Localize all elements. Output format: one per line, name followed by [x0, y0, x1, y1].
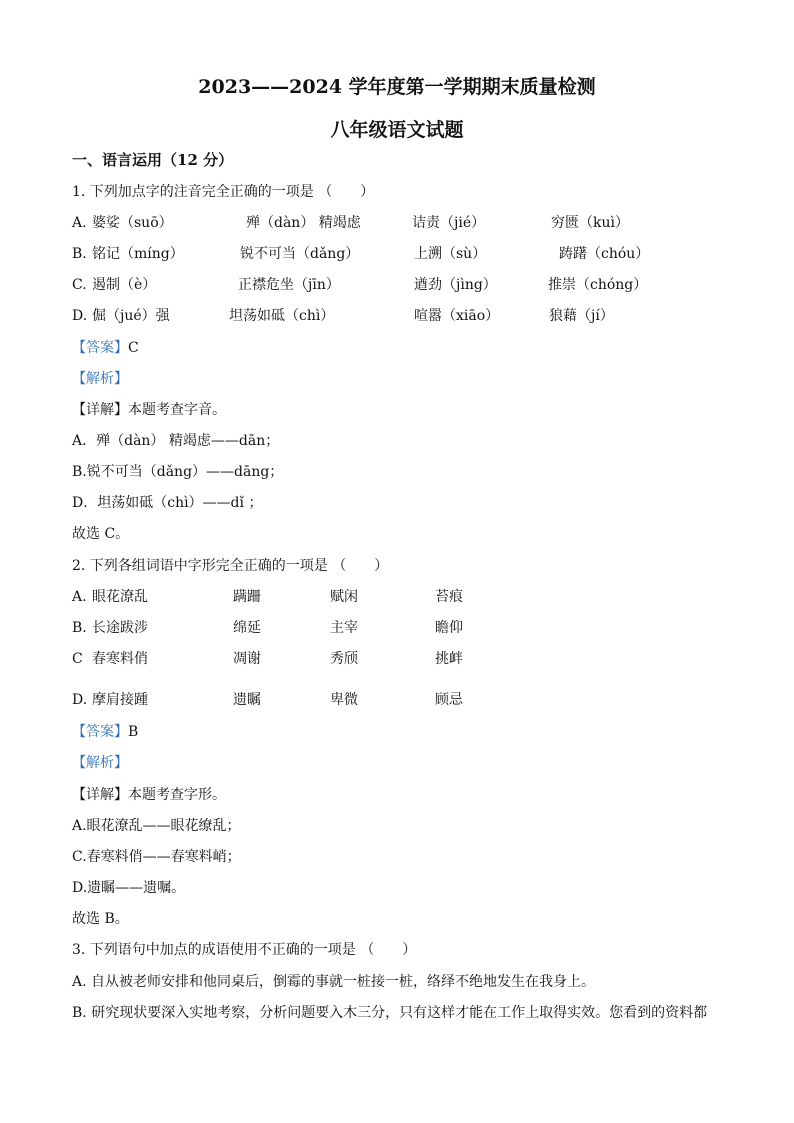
question-1-stem: 1. 下列加点字的注音完全正确的一项是 （ ） [72, 184, 375, 200]
option-item: 铭记（míng） [92, 246, 184, 262]
option-item: 穷匮（kuì） [551, 215, 629, 231]
option-item: 锐不可当（dǎng） [240, 246, 360, 262]
option-item: 赋闲 [330, 589, 358, 605]
option-label: D. [72, 692, 88, 708]
option-item: 推崇（chóng） [548, 277, 648, 293]
option-item: 蹒跚 [233, 589, 261, 605]
document-title: 2023——2024 学年度第一学期期末质量检测 [198, 76, 596, 98]
option-item: 狼藉（jí） [549, 308, 614, 324]
question-2-detail-line: D.遗瞩——遗嘱。 [72, 880, 186, 896]
question-3-stem: 3. 下列语句中加点的成语使用不正确的一项是 （ ） [72, 942, 417, 958]
option-item: 凋谢 [233, 651, 261, 667]
question-3-option-a: A. 自从被老师安排和他同桌后，倒霉的事就一桩接一桩，络绎不绝地发生在我身上。 [72, 974, 596, 990]
option-item: 坦荡如砥（chì） [229, 308, 335, 324]
option-item: 瞻仰 [435, 620, 463, 636]
option-item: 顾忌 [435, 692, 463, 708]
option-item: 殚（dàn） 精竭虑 [246, 215, 361, 231]
document-subtitle: 八年级语文试题 [330, 119, 464, 141]
option-item: 踌躇（chóu） [559, 246, 650, 262]
option-item: 长途跋涉 [92, 620, 148, 636]
option-label: C [72, 651, 83, 667]
option-item: 遏制（è） [92, 277, 157, 293]
option-label: C. [72, 277, 87, 293]
option-item: 秀颀 [330, 651, 358, 667]
question-2-detail-line: C.春寒料俏——春寒料峭； [72, 849, 241, 865]
option-item: 遗瞩 [233, 692, 261, 708]
question-1-answer [72, 338, 139, 358]
option-item: 诘责（jié） [412, 215, 486, 231]
question-2-detail-line: A.眼花潦乱——眼花缭乱； [72, 818, 241, 834]
question-2-stem: 2. 下列各组词语中字形完全正确的一项是 （ ） [72, 558, 389, 574]
option-label: A. [72, 215, 87, 231]
answer-value: B [128, 724, 139, 740]
option-item: 绵延 [233, 620, 261, 636]
option-label: B. [72, 620, 87, 636]
option-label: A. [72, 589, 87, 605]
option-item: 倔（jué）强 [92, 308, 170, 324]
section-heading: 一、语言运用（12 分） [72, 151, 234, 169]
answer-tag: 【答案】 [72, 340, 128, 356]
answer-value: C [128, 340, 139, 356]
question-3-option-b: B. 研究现状要深入实地考察，分析问题要入木三分，只有这样才能在工作上取得实效。您看到的资料都 [72, 1005, 708, 1021]
option-item: 春寒料俏 [92, 651, 148, 667]
option-item: 卑微 [330, 692, 358, 708]
option-item: 摩肩接踵 [92, 692, 148, 708]
option-item: 主宰 [330, 620, 358, 636]
question-1-detail-line: 故选 C。 [72, 526, 130, 542]
option-label: B. [72, 246, 87, 262]
question-2-detail-line: 故选 B。 [72, 911, 129, 927]
option-item: 遒劲（jìng） [414, 277, 497, 293]
option-item: 正襟危坐（jīn） [238, 277, 340, 293]
question-2-answer [72, 722, 138, 742]
question-2-analysis-tag: 【解析】 [72, 755, 128, 771]
option-item: 挑衅 [435, 651, 463, 667]
question-1-analysis-tag: 【解析】 [72, 371, 128, 387]
question-1-detail-line: 【详解】本题考查字音。 [72, 402, 226, 418]
option-item: 上溯（sù） [414, 246, 487, 262]
question-1-detail-line: A．殚（dàn） 精竭虑——dān； [72, 433, 280, 449]
option-item: 苔痕 [435, 589, 463, 605]
answer-tag: 【答案】 [72, 724, 128, 740]
question-1-detail-line: B.锐不可当（dǎng）——dāng； [72, 464, 284, 480]
option-item: 喧嚣（xiāo） [414, 308, 500, 324]
question-2-detail-line: 【详解】本题考查字形。 [72, 787, 226, 803]
option-item: 婆娑（suō） [92, 215, 173, 231]
option-label: D. [72, 308, 88, 324]
option-item: 眼花潦乱 [92, 589, 148, 605]
question-1-detail-line: D．坦荡如砥（chì）——dǐ ； [72, 495, 263, 511]
